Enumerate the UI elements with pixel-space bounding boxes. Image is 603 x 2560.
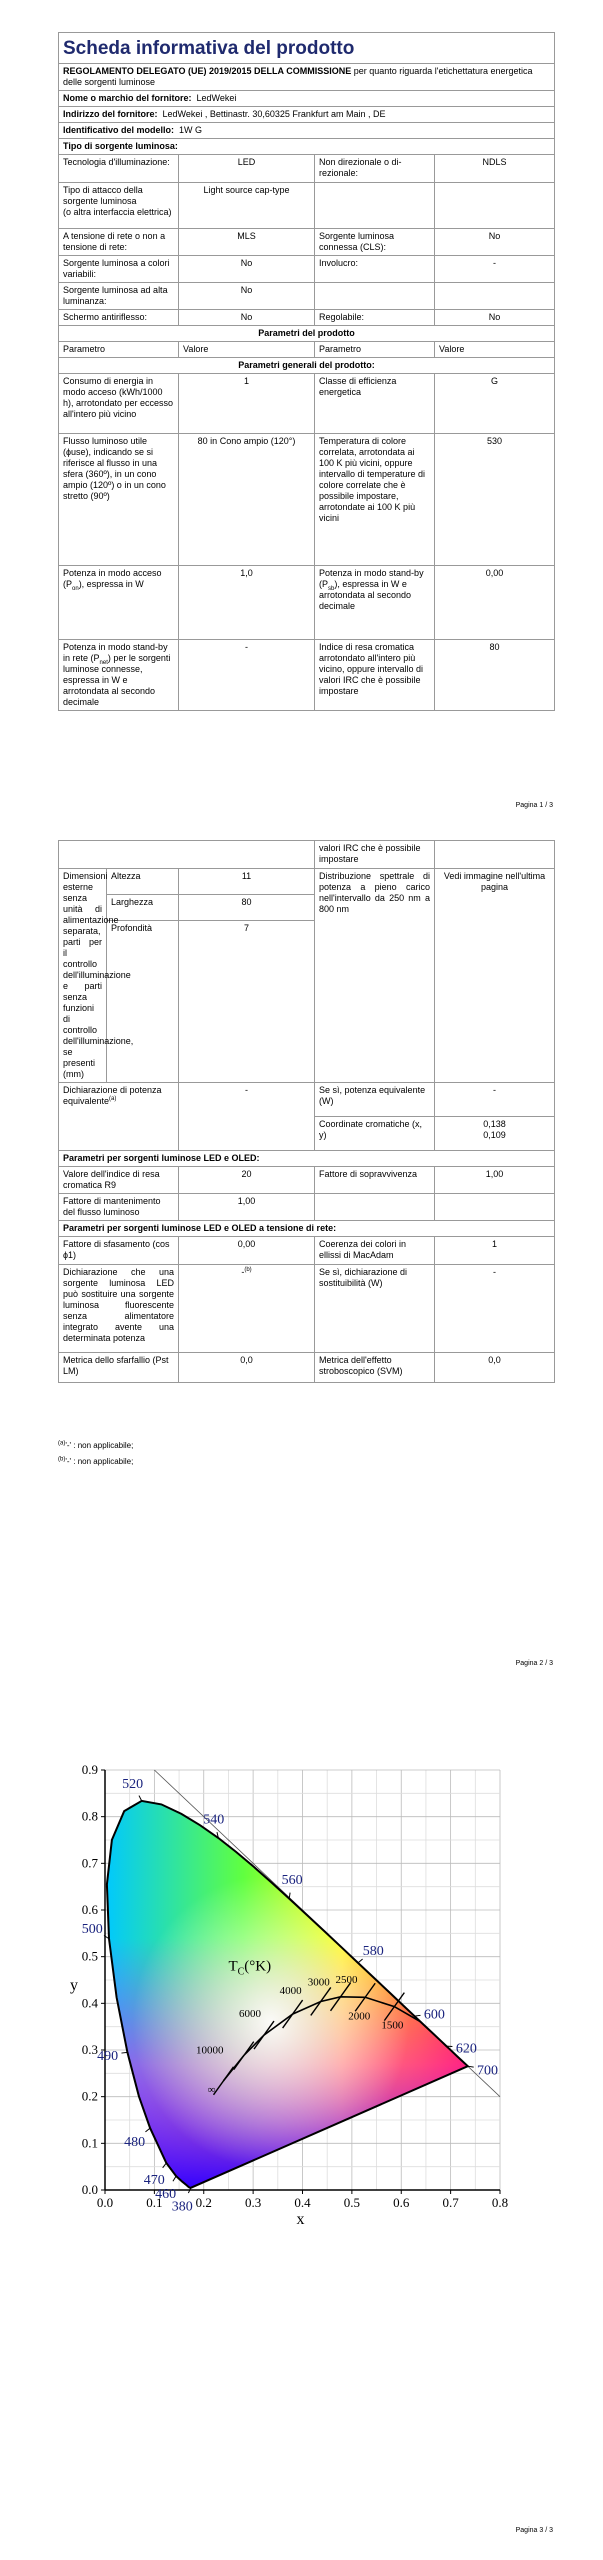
pst-value: 0,0	[179, 1353, 315, 1383]
depth-label: Profondità	[107, 921, 179, 1083]
x-tick-label: 0.5	[343, 2195, 360, 2210]
nondir-label: Non direzionale o di-rezionale:	[315, 155, 435, 183]
wavelength-label: 520	[122, 1777, 144, 1793]
pnet-label: Potenza in modo stand-by in rete $(P_{net})$ per le sorgenti luminose connesse, espressa in W e arrotondata al secondo decimale	[59, 640, 179, 711]
x-tick-label: 0.4	[294, 2195, 311, 2210]
y-tick-label: 0.6	[81, 1902, 98, 1917]
page-1	[0, 0, 603, 840]
y-tick-label: 0.8	[81, 1808, 98, 1824]
psb-value: 0,00	[435, 566, 555, 640]
replace-label: Se sì, dichiarazione di sostituibilità (W)	[315, 1265, 435, 1353]
eqp-label: Dichiarazione di potenza equivalente$^{(a)}$	[59, 1083, 179, 1151]
hl-value: No	[179, 283, 315, 310]
tech-value: LED	[179, 155, 315, 183]
fluo-value: -$^{(b)}$	[179, 1265, 315, 1353]
page-2	[0, 840, 603, 1700]
x-tick-label: 0.8	[491, 2195, 509, 2210]
survival-value: 1,00	[435, 1167, 555, 1194]
y-tick-label: 0.0	[81, 2182, 98, 2197]
xy-label: Coordinate cromatiche (x, y)	[315, 1117, 435, 1151]
maint-label: Fattore di mantenimento del flusso luminoso	[59, 1194, 179, 1221]
pon-label: Potenza in modo acceso $(P_{on})$, espressa in W	[59, 566, 179, 640]
x-tick-label: 0.2	[195, 2195, 212, 2210]
page-3	[0, 1700, 603, 2560]
wavelength-label: 540	[203, 1812, 225, 1828]
cct-label: Temperatura di colore correlata, arrotondata ai 100 K più vicini, oppure intervallo di temperature di colore correlate che è possibile impostare, arrotondate ai 100 K più vicini	[315, 434, 435, 566]
wavelength-tick	[415, 2015, 421, 2016]
wavelength-label: 490	[97, 2048, 119, 2064]
replace-value: -	[435, 1265, 555, 1353]
envelope-value: -	[435, 256, 555, 283]
document-title: Scheda informativa del prodotto	[59, 33, 555, 64]
spd-value: Vedi immagine nell'ultima pagina	[435, 869, 555, 1083]
eqp-value: -	[179, 1083, 315, 1151]
wavelength-label: 500	[81, 1921, 103, 1937]
psb-label: Potenza in modo stand-by $(P_{sb})$, espressa in W e arrotondata al secondo decimale	[315, 566, 435, 640]
dim-label: Regolabile:	[315, 310, 435, 326]
y-tick-label: 0.3	[81, 2042, 98, 2057]
supplier-row: Nome o marchio del fornitore: LedWekei	[59, 91, 555, 107]
y-tick-label: 0.9	[81, 1762, 98, 1777]
cct-label: 3000	[307, 1976, 330, 1989]
product-info-table-page-2	[58, 840, 555, 1383]
mains-value: MLS	[179, 229, 315, 256]
params-header: Parametri del prodotto	[59, 326, 555, 342]
survival-label: Fattore di sopravvivenza	[315, 1167, 435, 1194]
wavelength-tick	[121, 2052, 127, 2053]
source-type-heading: Tipo di sorgente luminosa:	[59, 139, 555, 155]
dim-value: No	[435, 310, 555, 326]
width-value: 80	[179, 895, 315, 921]
svm-value: 0,0	[435, 1353, 555, 1383]
wavelength-tick	[358, 1959, 363, 1963]
tech-label: Tecnologia d'illuminazione:	[59, 155, 179, 183]
wavelength-label: 580	[362, 1943, 384, 1959]
energy-value: 1	[179, 374, 315, 434]
footnote-a: $^{(a)}$'-' : non applicabile;	[58, 1440, 134, 1450]
height-label: Altezza	[107, 869, 179, 895]
footnote-b: $^{(b)}$'-' : non applicabile;	[58, 1456, 134, 1466]
general-params-heading: Parametri generali del prodotto:	[59, 358, 555, 374]
energy-label: Consumo di energia in modo acceso (kWh/1000 h), arrotondato per eccesso all'intero più vicino	[59, 374, 179, 434]
flux-label: Flusso luminoso utile (ɸuse), indicando se si riferisce al flusso in una sfera (360º), in un cono ampio (120º) o in un cono stretto (90º)	[59, 434, 179, 566]
col-param-2: Parametro	[315, 342, 435, 358]
height-value: 11	[179, 869, 315, 895]
y-tick-label: 0.4	[81, 1995, 98, 2011]
cct-label: 10000	[195, 2044, 224, 2057]
cri-label-continued: valori IRC che è possibile impostare	[315, 841, 435, 869]
eff-value: G	[435, 374, 555, 434]
tc-label: $T_C(^\circ K)$	[228, 1958, 272, 1978]
led-params-heading: Parametri per sorgenti luminose LED e OLED:	[59, 1151, 555, 1167]
macadam-label: Coerenza dei colori in ellissi di MacAdam	[315, 1237, 435, 1265]
wavelength-label: 620	[455, 2041, 477, 2057]
glare-label: Schermo antiriflesso:	[59, 310, 179, 326]
xy-value: 0,138 0,109	[435, 1117, 555, 1151]
cct-label: 2000	[348, 2010, 371, 2023]
wavelength-label: 380	[171, 2199, 193, 2215]
col-param: Parametro	[59, 342, 179, 358]
r9-value: 20	[179, 1167, 315, 1194]
macadam-value: 1	[435, 1237, 555, 1265]
x-axis-label: x	[296, 2211, 305, 2228]
cap-label: Tipo di attacco della sorgente luminosa (o altra interfaccia elettrica)	[59, 183, 179, 229]
wavelength-label: 600	[423, 2007, 445, 2023]
address-row: Indirizzo del fornitore: LedWekei , Bettinastr. 30,60325 Frankfurt am Main , DE	[59, 107, 555, 123]
x-tick-label: 0.3	[245, 2195, 262, 2210]
x-tick-label: 0.7	[442, 2195, 459, 2210]
cri-value: 80	[435, 640, 555, 711]
wavelength-tick	[145, 2128, 150, 2132]
wavelength-tick	[163, 2163, 167, 2168]
pf-value: 0,00	[179, 1237, 315, 1265]
x-tick-label: 0.1	[146, 2195, 163, 2210]
spd-label: Distribuzione spettrale di potenza a pieno carico nell'intervallo da 250 nm a 800 nm	[315, 869, 435, 1083]
colour-value: No	[179, 256, 315, 283]
cri-label: Indice di resa cromatica arrotondato all'intero più vicino, oppure intervallo di valori IRC che è possibile impostare	[315, 640, 435, 711]
maint-value: 1,00	[179, 1194, 315, 1221]
regulation: REGOLAMENTO DELEGATO (UE) 2019/2015 DELLA COMMISSIONE per quanto riguarda l'etichettatura energetica delle sorgenti luminose	[59, 64, 555, 91]
eqw-label: Se sì, potenza equivalente (W)	[315, 1083, 435, 1117]
cct-label: 2500	[335, 1973, 358, 1986]
x-tick-label: 0.6	[393, 2195, 410, 2210]
colour-label: Sorgente luminosa a colori variabili:	[59, 256, 179, 283]
wavelength-tick	[139, 1796, 142, 1801]
col-value-2: Valore	[435, 342, 555, 358]
page-number-3: Pagina 3 / 3	[515, 2527, 553, 2534]
page-number-1: Pagina 1 / 3	[515, 802, 553, 809]
cap-value: Light source cap-type	[179, 183, 315, 229]
cct-value: 530	[435, 434, 555, 566]
col-value: Valore	[179, 342, 315, 358]
mains-label: A tensione di rete o non a tensione di rete:	[59, 229, 179, 256]
glare-value: No	[179, 310, 315, 326]
cct-label: ∞	[207, 2083, 216, 2096]
y-tick-label: 0.1	[81, 2135, 98, 2151]
wavelength-label: 700	[477, 2063, 499, 2079]
led-mains-heading: Parametri per sorgenti luminose LED e OLED a tensione di rete:	[59, 1221, 555, 1237]
svm-label: Metrica dell'effetto stroboscopico (SVM)	[315, 1353, 435, 1383]
product-info-table-page-1	[58, 32, 555, 711]
wavelength-label: 470	[143, 2172, 165, 2188]
cls-label: Sorgente luminosa connessa (CLS):	[315, 229, 435, 256]
y-tick-label: 0.2	[81, 2088, 98, 2104]
wavelength-label: 560	[281, 1872, 303, 1888]
x-tick-label: 0.0	[96, 2195, 114, 2210]
y-tick-label: 0.7	[81, 1855, 98, 1871]
cie-chromaticity-diagram	[60, 1750, 550, 2228]
pnet-value: -	[179, 640, 315, 711]
eff-label: Classe di efficienza energetica	[315, 374, 435, 434]
y-tick-label: 0.5	[81, 1948, 98, 1964]
eqw-value: -	[435, 1083, 555, 1117]
r9-label: Valore dell'indice di resa cromatica R9	[59, 1167, 179, 1194]
cct-label: 6000	[238, 2008, 261, 2021]
y-axis-label: y	[70, 1977, 78, 1994]
model-row: Identificativo del modello: 1W G	[59, 123, 555, 139]
wavelength-label: 460	[155, 2187, 177, 2203]
pst-label: Metrica dello sfarfallio (Pst LM)	[59, 1353, 179, 1383]
envelope-label: Involucro:	[315, 256, 435, 283]
wavelength-label: 480	[124, 2134, 146, 2150]
width-label: Larghezza	[107, 895, 179, 921]
fluo-label: Dichiarazione che una sorgente luminosa LED può sostituire una sorgente luminosa fluorescente senza alimentatore integrato avente una determinata potenza	[59, 1265, 179, 1353]
cct-label: 1500	[381, 2019, 404, 2032]
hl-label: Sorgente luminosa ad alta luminanza:	[59, 283, 179, 310]
cct-label: 4000	[279, 1985, 302, 1998]
depth-value: 7	[179, 921, 315, 1083]
nondir-value: NDLS	[435, 155, 555, 183]
wavelength-tick	[173, 2176, 176, 2181]
dims-label: Dimensioni esterne senza unità di alimentazione separata, parti per il controllo dell'illuminazione e parti senza funzioni di controllo dell'illuminazione, se presenti (mm)	[59, 869, 107, 1083]
flux-value: 80 in Cono ampio (120°)	[179, 434, 315, 566]
page-number-2: Pagina 2 / 3	[515, 1660, 553, 1667]
pf-label: Fattore di sfasamento (cos ɸ1)	[59, 1237, 179, 1265]
cls-value: No	[435, 229, 555, 256]
pon-value: 1,0	[179, 566, 315, 640]
